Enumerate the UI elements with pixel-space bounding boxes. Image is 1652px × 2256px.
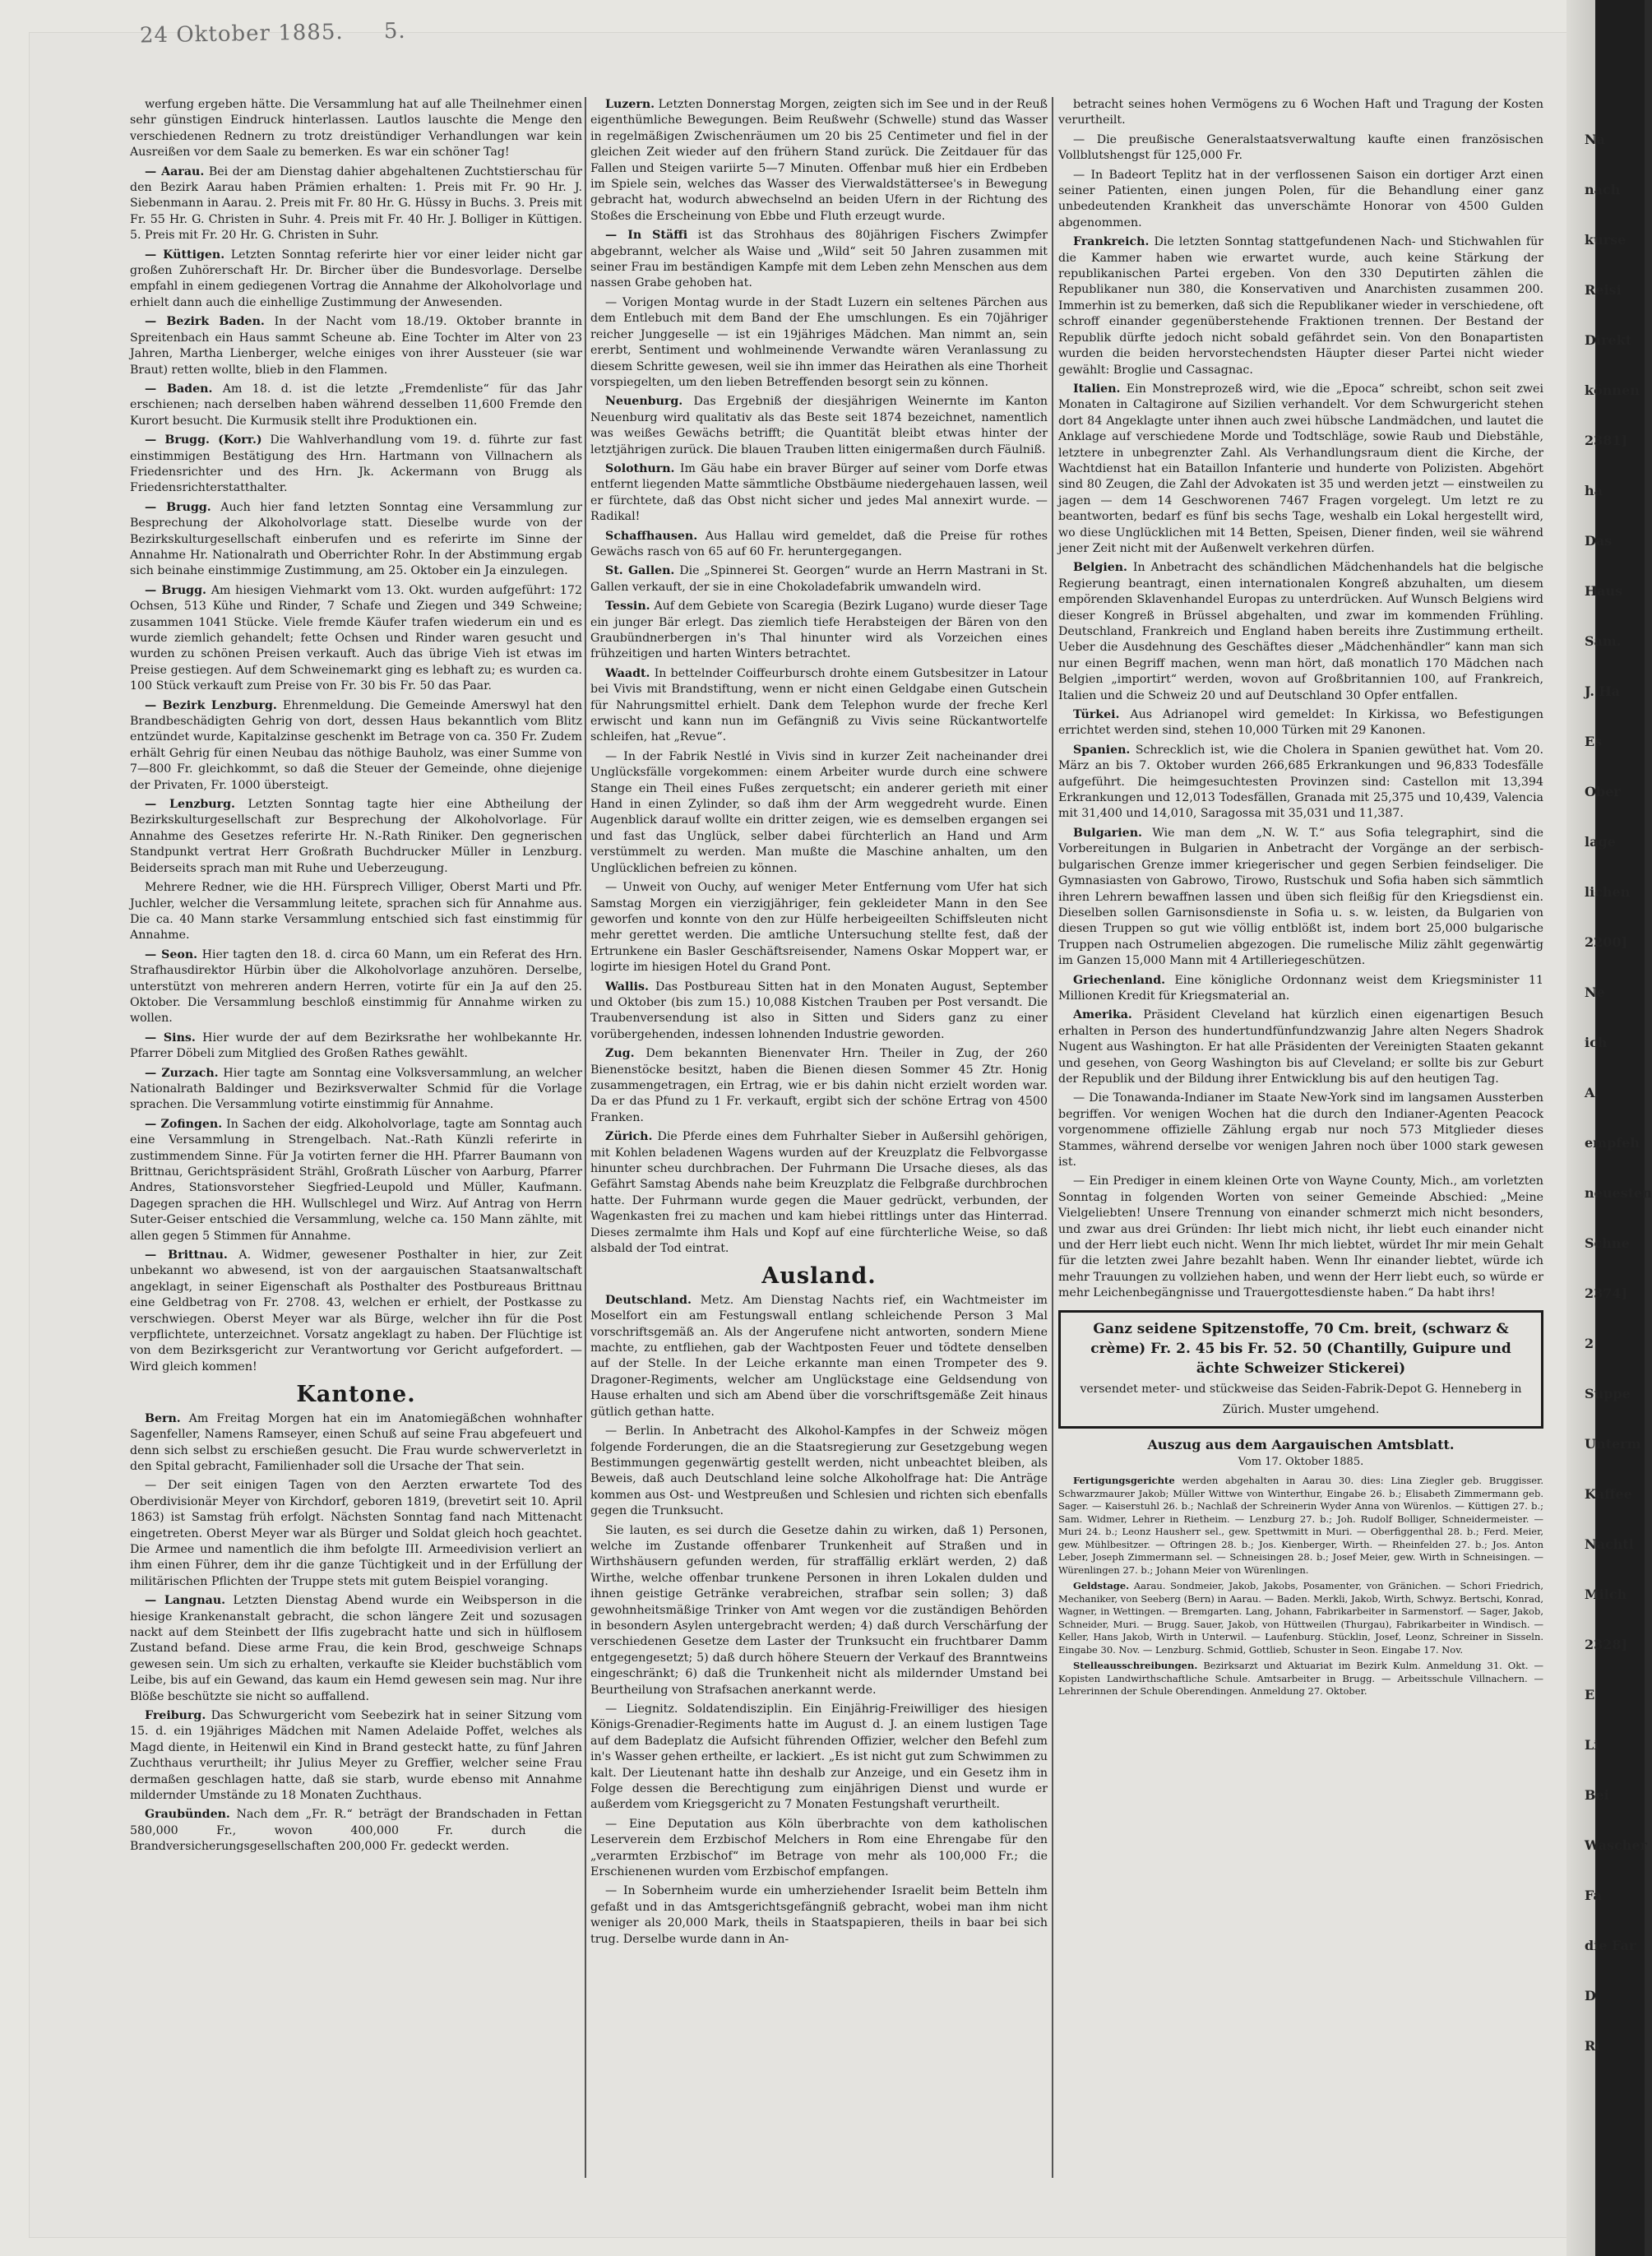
article-text: — Die Tonawanda-Indianer im Staate New-York sind im langsamen Aussterben begriffen. Vor wenigen Wochen hat die durch den Indianer-Agenten Peacock vorgenommene offizielle Zählung ergab nur noch 573 Mitglieder dieses Stammes, während derselbe vor wenigen Jahren noch über 1000 stark gewesen ist.	[1058, 1091, 1543, 1169]
article-text: In der Nacht vom 18./19. Oktober brannte in Spreitenbach ein Haus sammt Scheune ab. Eine Tochter im Alter von 23 Jahren, Martha Lienberger, welche einiges von ihrer Aussteuer (sie war Braut) retten wollte, blieb in den Flammen.	[130, 315, 582, 377]
article-paragraph	[590, 1523, 1048, 1698]
column-1	[130, 97, 582, 2170]
article-text: Letzten Donnerstag Morgen, zeigten sich im See und in der Reuß eigenthümliche Bewegungen. Beim Reußwehr (Schwelle) stund das Wasser in regelmäßigen Zwischenräumen um 20 bis 25 Centimeter und fiel in der gleichen Zeit wieder auf den frühern Stand zurück. Die Zeitdauer für das Fallen und Steigen variirte 5—7 Minuten. Offenbar muß hier ein Erdbeben im Spiele sein, welches das Wasser des Vierwaldstättersee's in Bewegung gebracht hat, wodurch abwechselnd an beiden Ufern in der Richtung des Stoßes die Erscheinung von Ebbe und Fluth erzeugt wurde.	[590, 98, 1048, 223]
fragment-text: Ober	[1585, 784, 1621, 799]
article-paragraph	[1058, 1580, 1543, 1656]
article-paragraph	[590, 1817, 1048, 1881]
fragment-text: E	[1585, 1687, 1595, 1702]
article-text: Am Freitag Morgen hat ein im Anatomiegäßchen wohnhafter Sagenfeller, Namens Ramseyer, einen Schuß auf seine Frau abgefeuert und denn sich selbst zu erschießen gesucht. Die Frau wurde schwerverletzt in den Spital gebracht, Familienhader soll die Ursache der That sein.	[130, 1411, 583, 1473]
fragment-text: ha	[1585, 483, 1603, 498]
article-text: — Unweit von Ouchy, auf weniger Meter Entfernung vom Ufer hat sich Samstag Morgen ein vierzigjähriger, fein gekleideter Mann in den See geworfen und konnte von den zur Hülfe herbeigeeilten Schiffsleuten nicht mehr gerettet werden. Die amtliche Untersuchung stellte fest, daß der Ertrunkene ein Basler Geschäftsreisender, Namens Oskar Moppert war, er logirte im hiesigen Hotel du Grand Pont.	[590, 881, 1048, 975]
article-dateline: Graubünden.	[145, 1808, 230, 1822]
article-paragraph	[590, 295, 1048, 391]
article-text: werfung ergeben hätte. Die Versammlung hat auf alle Theilnehmer einen sehr günstigen Eindruck hinterlassen. Lautlos lauschte die Menge den verschiedenen Rednern zu trotz dreistündiger Verhandlungen war kein Ausreißen vor dem Saale zu bemerken. Es war ein schöner Tag!	[130, 98, 582, 160]
article-text: Die Wahlverhandlung vom 19. d. führte zur fast einstimmigen Bestätigung des Hrn. Hartmann von Villnachern als Friedensrichter und des Hrn. Jk. Ackermann von Brugg als Friedensrichterstatthalter.	[130, 433, 582, 495]
article-dateline: Freiburg.	[145, 1709, 206, 1722]
article-text: — In der Fabrik Nestlé in Vivis sind in kurzer Zeit nacheinander drei Unglücksfälle vorgekommen: einem Arbeiter wurde durch eine schwere Stange ein Theil eines Fußes zerquetscht; ein anderer gerieth mit einer Hand in einen Zylinder, so daß ihm der Arm weggedreht wurde. Einen Augenblick darauf wollte ein dritter zeigen, wie es demselben ergangen sei und fast das Unglück, selber dabei fürchterlich an Hand und Arm verstümmelt zu werden. Man mußte die Maschine anhalten, um den Unglücklichen befreien zu können.	[590, 749, 1048, 875]
article-dateline: Amerika.	[1073, 1008, 1132, 1022]
article-text: Sie lauten, es sei durch die Gesetze dahin zu wirken, daß 1) Personen, welche im Zustande offenbarer Trunkenheit auf Straßen und in Wirthshäusern gefunden werden, für straffällig erklärt werden, 2) daß Wirthe, welche offenbar trunkene Personen in ihren Lokalen dulden und ihnen geistige Getränke verabreichen, strafbar sein sollen; 3) daß gewohnheitsmäßige Trinker von Amt wegen vor die zuständigen Behörden in besondern Asylen untergebracht werden; 4) daß durch Verschärfung der verschiedenen Gesetze dem Laster der Trunksucht ein fruchtbarer Damm entgegengesetzt; 5) daß durch höhere Steuern der Verkauf des Branntweins eingeschränkt; 6) daß die Trunkenheit nicht als mildernder Umstand bei Beurtheilung von Strafsachen anerkannt werde.	[590, 1523, 1048, 1697]
fragment-text: Milch	[1585, 1587, 1627, 1602]
article-paragraph	[590, 1424, 1048, 1519]
article-paragraph	[1058, 1008, 1543, 1087]
article-dateline: Bern.	[145, 1411, 181, 1425]
article-text: — In Badeort Teplitz hat in der verflossenen Saison ein dortiger Arzt einen seiner Patienten, einen jungen Polen, für die Behandlung einer ganz unbedeutenden Krankheit das unverschämte Honorar von 4500 Gulden abgenommen.	[1058, 168, 1543, 229]
fragment-text: D	[1585, 1988, 1596, 2004]
article-dateline: — Aarau.	[145, 164, 205, 178]
fragment-text: Das	[1585, 533, 1613, 549]
fragment-text: Schne	[1585, 1235, 1630, 1251]
fragment-text: Reisi	[1585, 282, 1622, 298]
article-dateline: Italien.	[1073, 382, 1121, 396]
article-dateline: Stelleausschreibungen.	[1073, 1660, 1198, 1672]
fragment-text: ich	[1585, 1035, 1608, 1050]
article-dateline: Frankreich.	[1073, 235, 1150, 249]
fragment-text: Ri	[1585, 2038, 1601, 2054]
fragment-text: kurse	[1585, 232, 1627, 248]
article-text: Hier tagten den 18. d. circa 60 Mann, um ein Referat des Hrn. Strafhausdirektor Hürbin über die Alkoholvorlage anzuhören. Derselbe, unterstützt von mehreren andern Herren, votirte für ein Ja auf den 25. Oktober. Die Versammlung beschloß einstimmig für Annahme wirken zu wollen.	[130, 947, 582, 1026]
article-text: Aus Hallau wird gemeldet, daß die Preise für rothes Gewächs rasch von 65 auf 60 Fr. heruntergegangen.	[590, 529, 1048, 558]
article-dateline: Solothurn.	[605, 461, 675, 475]
article-dateline: — Zofingen.	[145, 1117, 223, 1131]
article-text: A. Widmer, gewesener Posthalter in hier, zur Zeit unbekannt wo abwesend, ist von der aargauischen Staatsanwaltschaft angeklagt, in seiner Eigenschaft als Posthalter des Postbureaus Brittnau eine Geldbetrag von Fr. 2708. 43, welchen er erhielt, der Postkasse zu verschwiegen. Oberst Meyer war als Bürge, welcher ihn für die Post verpflichtete, unterzeichnet. Vorsatz angeklagt zu haben. Der Flüchtige ist von dem Bezirksgericht zur Verantwortung vor Gericht aufgefordert. — Wird gleich kommen!	[130, 1248, 582, 1374]
article-text: Letzten Dienstag Abend wurde ein Weibsperson in die hiesige Krankenanstalt gebracht, die schon längere Zeit und sozusagen nackt auf dem Steinbett der Ilfis zugebracht hatte und sich in hülflosem Zustand befand. Diese arme Frau, die kein Brod, geschweige Schnaps gewesen sein. Um sich zu erhalten, verkaufte sie Kleider buchstäblich vom Leibe, bis auf ein Gewand, das kaum ein Hemd gewesen sein mag. Nur ihre Blöße beschützte sie nicht so auffallend.	[130, 1594, 583, 1703]
article-text: Am 18. d. ist die letzte „Fremdenliste“ für das Jahr erschienen; nach derselben haben während desselben 11,600 Fremde den Kurort besucht. Die Kurmusik stellt ihre Produktionen ein.	[130, 382, 583, 428]
article-paragraph	[130, 1066, 582, 1114]
fragment-text: 2381]	[1585, 433, 1628, 448]
article-paragraph	[590, 1293, 1048, 1420]
article-paragraph	[130, 583, 582, 695]
article-dateline: Tessin.	[605, 600, 650, 614]
article-dateline: — Langnau.	[145, 1594, 226, 1608]
article-text: Die Pferde eines dem Fuhrhalter Sieber in Außersihl gehörigen, mit Kohlen beladenen Wagens wurden auf der Kreuzplatz die Felbvorgasse hinunter scheu durchbrachen. Der Fuhrmann Die Ursache dieses, als das Gefährt Samstag Abends nahe beim Kreuzplatz die Felbgraße durchbrochen hatte. Der Fuhrmann wurde gegen die Mauer gedrückt, verbunden, der Wagenkasten frei zu machen und kam hiebei rittlings unter das Hinterrad. Dieses zermalmte ihm Hals und Kopf auf eine fürchterliche Weise, so daß alsbald der Tod eintrat.	[590, 1130, 1048, 1256]
article-text: — In Sobernheim wurde ein umherziehender Israelit beim Betteln ihm gefaßt und in das Amtsgerichtsgefängniß gebracht, wobei man ihm nicht weniger als 20,000 Mark, theils in Staatspapieren, theils in baar bei sich trug. Derselbe wurde dann in An-	[590, 1884, 1048, 1946]
article-paragraph	[590, 461, 1048, 526]
article-text: Metz. Am Dienstag Nachts rief, ein Wachtmeister im Moselfort ein am Festungswall entlang schleichende Person 3 Mal vorschriftsgemäß an. Als der Angerufene nicht antworten, sondern Miene machte, zu entfliehen, gab der Wachtposten Feuer und tödtete denselben auf der Stelle. In der Leiche erkannte man einen Trompeter des 9. Dragoner-Regiments, welcher am Unglückstage eine Geldsendung von Hause erhalten und sich am Abend über die vorschriftsgemäße Zeit hinaus gütlich gethan hatte.	[590, 1293, 1048, 1419]
article-dateline: Fertigungsgerichte	[1073, 1475, 1175, 1487]
column-rule	[585, 97, 586, 2178]
fragment-text: Kaffee	[1585, 1486, 1632, 1502]
fragment-text: A.	[1585, 1085, 1599, 1100]
article-dateline: — Brugg.	[145, 500, 211, 514]
article-paragraph	[1058, 743, 1543, 822]
article-paragraph	[130, 880, 582, 944]
article-paragraph	[130, 1117, 582, 1244]
article-text: Mehrere Redner, wie die HH. Fürsprech Villiger, Oberst Marti und Pfr. Juchler, welcher die Versammlung leitete, sprachen sich für Annahme aus. Die ca. 40 Mann starke Versammlung entschied sich fast einstimmig für Annahme.	[130, 881, 582, 943]
fragment-text: Direkt	[1585, 332, 1632, 348]
amtsblatt-title: Auszug aus dem Aargauischen Amtsblatt.	[1147, 1436, 1455, 1452]
article-text: Bezirksarzt und Aktuariat im Bezirk Kulm. Anmeldung 31. Okt. — Kopisten Landwirthschaftliche Schule. Amtsarbeiter in Brugg. — Arbeitsschule Villnachern. — Lehrerinnen der Schule Oberendingen. Anmeldung 27. Oktober.	[1058, 1660, 1543, 1698]
article-dateline: Griechenland.	[1073, 973, 1166, 987]
fragment-text: 2328]	[1585, 1637, 1628, 1652]
fragment-text: 2374]	[1585, 1286, 1628, 1301]
article-dateline: — Brittnau.	[145, 1248, 228, 1262]
article-text: — Die preußische Generalstaatsverwaltung kaufte einen französischen Vollblutshengst für 125,000 Fr.	[1058, 132, 1543, 163]
fragment-text: lage	[1585, 834, 1616, 850]
fragment-text: 2200]	[1585, 934, 1628, 950]
article-paragraph	[130, 1411, 582, 1475]
article-paragraph	[130, 500, 582, 580]
article-paragraph	[590, 394, 1048, 458]
article-text: Dem bekannten Bienenvater Hrn. Theiler in Zug, der 260 Bienenstöcke besitzt, haben die Bienen diesen Sommer 45 Ztr. Honig zusammengetragen, ein Ertrag, wie er bis dahin nicht erzielt worden war. Da er das Pfund zu 1 Fr. verkauft, ergibt sich der schöne Ertrag von 4500 Franken.	[590, 1047, 1048, 1124]
article-dateline: — Lenzburg.	[145, 798, 235, 812]
fragment-text: Wascher	[1585, 1837, 1647, 1853]
fragment-text: lichen	[1585, 884, 1631, 900]
article-paragraph	[590, 880, 1048, 975]
article-paragraph	[130, 382, 582, 429]
article-dateline: Belgien.	[1073, 561, 1127, 575]
amtsblatt-date: Vom 17. Oktober 1885.	[1238, 1456, 1364, 1469]
article-paragraph	[130, 698, 582, 794]
article-dateline: Geldstage.	[1073, 1580, 1130, 1592]
article-paragraph	[130, 1708, 582, 1804]
article-text: Die „Spinnerei St. Georgen“ wurde an Herrn Mastrani in St. Gallen verkauft, der sie in eine Chokoladefabrik umwandeln wird.	[590, 564, 1048, 594]
article-dateline: Waadt.	[605, 666, 650, 680]
article-paragraph	[130, 947, 582, 1027]
article-dateline: Schaffhausen.	[605, 529, 698, 543]
fragment-text: Fa	[1585, 1888, 1602, 1903]
article-paragraph	[590, 749, 1048, 877]
article-paragraph	[130, 797, 582, 877]
fragment-text: empfeh	[1585, 1135, 1640, 1151]
article-dateline: Wallis.	[605, 980, 649, 994]
article-paragraph	[130, 1031, 582, 1063]
article-dateline: — Bezirk Lenzburg.	[145, 698, 277, 712]
article-paragraph	[1058, 560, 1543, 704]
fragment-text: Es	[1585, 734, 1603, 749]
article-text: Schrecklich ist, wie die Cholera in Spanien gewüthet hat. Vom 20. März an bis 7. Oktober wurden 266,685 Erkrankungen und 96,833 Todesfälle aufgeführt. Die heimgesuchtesten Provinzen sind: Castellon mit 13,394 Erkrankungen und 12,013 Todesfällen, Granada mit 25,375 und 10,439, Valencia mit 31,400 und 14,010, Saragossa mit 35,031 und 11,387.	[1058, 743, 1543, 821]
article-text: Das Ergebniß der diesjährigen Weinernte im Kanton Neuenburg wird qualitativ als das Beste seit 1874 bezeichnet, namentlich was weißes Gewächs betrifft; die Quantität bleibt etwas hinter der letztjährigen zurück. Die blauen Trauben litten einigermaßen durch Fäulniß.	[590, 395, 1048, 456]
article-paragraph	[590, 666, 1048, 746]
fragment-text: Bei	[1585, 1787, 1609, 1803]
article-paragraph	[1058, 973, 1543, 1005]
article-paragraph	[1058, 1091, 1543, 1170]
article-paragraph	[1058, 707, 1543, 739]
article-text: Hier wurde der auf dem Bezirksrathe her wohlbekannte Hr. Pfarrer Döbeli zum Mitglied des Großen Rathes gewählt.	[130, 1031, 582, 1061]
advertisement-box	[1058, 1310, 1543, 1429]
article-paragraph	[1058, 97, 1543, 129]
article-text: In Anbetracht des schändlichen Mädchenhandels hat die belgische Regierung beantragt, einen internationalen Kongreß abzuhalten, um diesem empörenden Sklavenhandel Europas zu unterdrücken. Auf Wunsch Belgiens wird dieser Kongreß in Brüssel abgehalten, und zwar im kommenden Frühling. Deutschland, Frankreich und England haben bereits ihre Zustimmung ertheilt. Ueber die Ausdehnung des Geschäftes dieser „Mädchenhändler“ kann man sich nur einen Begriff machen, wenn man hört, daß monatlich 170 Mädchen nach Belgien „importirt“ werden, wovon auf Großbritannien 100, auf Frankreich, Italien und die Schweiz 20 und auf Deutschland 30 Opfer entfallen.	[1058, 561, 1544, 702]
article-paragraph	[1058, 382, 1543, 557]
fragment-text: Li	[1585, 1737, 1599, 1753]
article-paragraph	[130, 1478, 582, 1590]
fragment-text: Na	[1585, 132, 1605, 147]
fragment-text: Ne	[1585, 984, 1605, 1000]
ad-headline: Ganz seidene Spitzenstoffe, 70 Cm. breit, (schwarz & crème) Fr. 2. 45 bis Fr. 52. 50 (Chantilly, Guipure und ächte Schweizer Stickerei)	[1090, 1320, 1511, 1377]
fragment-text: Suppe	[1585, 1386, 1631, 1401]
article-text: — Liegnitz. Soldatendisziplin. Ein Einjährig-Freiwilliger des hiesigen Königs-Grenadier-Regiments hatte im August d. J. an einem lustigen Tage auf dem Badeplatz die Aufsicht führenden Offizier, welcher den Befehl zum in's Wasser gehen ertheilte, er lackiert. „Es ist nicht gut zum Schwimmen zu kalt. Der Lieutenant hatte ihn deshalb zur Anzeige, und ein Gesetz ihm in Folge dessen die Berechtigung zum einjährigen Dienst und wurde er außerdem vom Kriegsgericht zu 7 Monaten Festungshaft verurtheilt.	[590, 1702, 1048, 1812]
article-paragraph	[1058, 1174, 1543, 1301]
article-paragraph	[130, 248, 582, 312]
article-dateline: — Brugg.	[145, 583, 206, 597]
article-paragraph	[590, 563, 1048, 595]
article-paragraph	[130, 1593, 582, 1705]
article-text: Das Schwurgericht vom Seebezirk hat in seiner Sitzung vom 15. d. ein 19jähriges Mädchen mit Namen Adelaide Poffet, welches als Magd diente, in Heitenwil ein Kind in Brand gesteckt hatte, zu fünf Jahren Zuchthaus verurtheilt; ihr Julius Meyer zu Greffier, welcher seine Frau dermaßen geschlagen hatte, daß sie starb, wurde ebenso mit Annahme mildernder Umstände zu 18 Monaten Zuchthaus.	[130, 1709, 582, 1803]
article-text: ist das Strohhaus des 80jährigen Fischers Zwimpfer abgebrannt, welcher als Waise und „Wild“ seit 50 Jahren zusammen mit seiner Frau im beständigen Kampfe mit dem Leben zehn Menschen aus dem nassen Grabe gehoben hat.	[590, 229, 1048, 290]
article-text: Wie man dem „N. W. T.“ aus Sofia telegraphirt, sind die Vorbereitungen in Bulgarien in Anbetracht der Vorgänge an der serbisch-bulgarischen Grenze immer kriegerischer und gegen Serbien feindseliger. Die Gymnasiasten von Gabrowo, Tirowo, Rustschuk und Sofia haben sich sämmtlich ihren Lehrern bewaffnen lassen und üben sich fleißig für den Kriegsdienst ein. Dieselben sollen Garnisonsdienste in Sofia u. s. w. leisten, da Bulgarien von diesen Truppen so gut wie völlig entblößt ist, indem bort 25,000 bulgarische Truppen nach Ostrumelien abgezogen. Die rumelische Miliz zählt gegenwärtig im Ganzen 15,000 Mann mit 4 Artilleriegeschützen.	[1058, 826, 1543, 968]
article-paragraph	[590, 97, 1048, 225]
article-paragraph	[1058, 1660, 1543, 1698]
article-text: Bei der am Dienstag dahier abgehaltenen Zuchtstierschau für den Bezirk Aarau haben Prämien erhalten: 1. Preis mit Fr. 90 Hr. J. Siebenmann in Aarau. 2. Preis mit Fr. 80 Hr. G. Hüssy in Buchs. 3. Preis mit Fr. 55 Hr. G. Christen in Suhr. 4. Preis mit Fr. 40 Hr. J. Bolliger in Küttigen. 5. Preis mit Fr. 20 Hr. G. Christen in Suhr.	[130, 164, 582, 243]
fragment-text: 2	[1585, 1336, 1594, 1351]
fragment-text: die Far	[1585, 1938, 1636, 1953]
article-paragraph	[1058, 826, 1543, 970]
article-dateline: — Brugg. (Korr.)	[145, 433, 262, 447]
fragment-text: Nachtl	[1585, 1536, 1634, 1552]
section-heading: Kantone.	[296, 1382, 416, 1408]
article-text: — Eine Deputation aus Köln überbrachte von dem katholischen Leserverein dem Erzbischof Melchers in Rom eine Ehrengabe für den „verarmten Erzbischof“ im Betrage von mehr als 100,000 Fr.; die Erschienenen wurden vom Erzbischof empfangen.	[590, 1817, 1048, 1879]
ad-text: versendet meter- und stückweise das Seiden-Fabrik-Depot G. Henneberg in Zürich. Muster umgehend.	[1080, 1382, 1522, 1416]
article-text: — Berlin. In Anbetracht des Alkohol-Kampfes in der Schweiz mögen folgende Forderungen, die an die Staatsregierung zur Gesetzgebung wegen Bestimmungen gegenwärtig gestellt werden, nicht unbeachtet bleiben, als Beweis, daß auch Deutschland leine solche Alkoholfrage hat: Die Anträge kommen aus Ost- und Westpreußen und Schlesien und richten sich ebenfalls gegen die Trunksucht.	[590, 1424, 1048, 1518]
article-paragraph	[130, 97, 582, 161]
article-paragraph	[1058, 168, 1543, 232]
fragment-text: Haus	[1585, 583, 1623, 599]
article-dateline: — Küttigen.	[145, 248, 225, 262]
article-text: Das Postbureau Sitten hat in den Monaten August, September und Oktober (bis zum 15.) 10,088 Kistchen Trauben per Post versandt. Die Traubenversendung ist also in Sitten und Siders ganz zu einer vorübergehenden, indessen lohnenden Industrie geworden.	[590, 980, 1048, 1041]
article-text: Ein Monstreprozeß wird, wie die „Epoca“ schreibt, schon seit zwei Monaten in Caltagirone auf Sizilien verhandelt. Vor dem Schwurgericht stehen dort 84 Angeklagte unter ihnen auch zwei hübsche Landmädchen, und lautet die Anklage auf verschiedene Morde und Todtschläge, sowie Raub und Diebstähle, letztere in unbegrenzter Zahl. Als Verhandlungsraum dient die Kirche, der Wachtdienst hat ein Bataillon Infanterie und hunderte von Polizisten. Abgehört sind 80 Zeugen, die Zahl der Advokaten ist 35 und werden jetzt — einstweilen zu jagen — dem 14 Geschworenen 7467 Fragen vorgelegt. Um letzt re zu beantworten, bedarf es fünf bis sechs Tage, weshalb ein Lokal hergestellt wird, wo diese Unglücklichen mit 14 Betten, Speisen, Diener finden, weil sie während jener Zeit nicht mit der Außenwelt verkehren dürfen.	[1058, 382, 1543, 555]
article-dateline: — Zurzach.	[145, 1066, 219, 1080]
article-paragraph	[590, 980, 1048, 1044]
column-rule	[1052, 97, 1053, 2178]
next-page-fragments	[1583, 132, 1652, 2105]
fragment-text: Unterm	[1585, 1436, 1641, 1452]
article-paragraph	[590, 1129, 1048, 1257]
article-paragraph	[1058, 132, 1543, 164]
article-paragraph	[1058, 234, 1543, 378]
article-paragraph	[590, 1046, 1048, 1126]
article-paragraph	[590, 1883, 1048, 1948]
article-text: werden abgehalten in Aarau 30. dies: Lina Ziegler geb. Bruggisser. Schwarzmaurer Jakob; Müller Wittwe von Winterthur, Eingabe 26. b.; Elisabeth Zimmermann geb. Sager. — Kaiserstuhl 26. b.; Nachlaß der Schreinerin Wyder Anna von Würenlos. — Küttigen 27. b.; Sam. Widmer, Lehrer in Rietheim. — Lenzburg 27. b.; Joh. Rudolf Bolliger, Schneidermeister. — Muri 24. b.; Leonz Hausherr sel., gew. Spettwmitt in Muri. — Oberfiggenthal 28. b.; Ferd. Meier, gew. Mühlbesitzer. — Oftringen 28. b.; Jos. Kienberger, Wirth. — Rheinfelden 27. b.; Jos. Anton Leber, Joseph Zimmermann sel. — Schneisingen 28. b.; Josef Meier, gew. Wirth in Schneisingen. — Würenlingen 27. b.; Johann Meier von Würenlingen.	[1058, 1475, 1543, 1576]
article-paragraph	[590, 228, 1048, 292]
article-text: Letzten Sonntag tagte hier eine Abtheilung der Bezirkskulturgesellschaft zur Besprechung der Alkoholvorlage. Für Annahme des Gesetzes referirte Hr. N.-Rath Riniker. Den gegnerischen Standpunkt vertrat Herr Großrath Buchdrucker Müller in Lenzburg. Beiderseits sprach man mit Ruhe und Ueberzeugung.	[130, 798, 582, 875]
article-text: Eine königliche Ordonnanz weist dem Kriegsminister 11 Millionen Kredit für Kriegsmaterial an.	[1058, 973, 1543, 1003]
article-text: Auf dem Gebiete von Scaregia (Bezirk Lugano) wurde dieser Tage ein junger Bär erlegt. Das ziemlich tiefe Herabsteigen der Bären von den Graubündnerbergen in's Thal hinunter wird als Vorzeichen eines frühzeitigen und harten Winters betrachtet.	[590, 600, 1048, 661]
fragment-text: nach	[1585, 182, 1621, 197]
article-paragraph	[130, 1807, 582, 1855]
article-dateline: Neuenburg.	[605, 395, 683, 409]
header-page-number: 5.	[383, 18, 406, 44]
article-paragraph	[590, 529, 1048, 561]
article-text: — Ein Prediger in einem kleinen Orte von Wayne County, Mich., am vorletzten Sonntag in folgenden Worten von seiner Gemeinde Abschied: „Meine Vielgeliebten! Unsere Trennung von einander schmerzt mich nicht besonders, und zwar aus drei Gründen: Ihr liebt mich nicht, ihr liebt euch einander nicht und der Herr liebt euch nicht. Wenn Ihr mich liebtet, würdet Ihr mir mein Gehalt für die letzten zwei Jahre bezahlt haben. Wenn Ihr einander liebtet, würde ich mehr Trauungen zu vollziehen haben, und wenn der Herr liebt euch, so würde er mehr Leichenbegängnisse und Trauergottesdienste haben.“ Da habt ihrs!	[1058, 1174, 1543, 1300]
article-dateline: Zug.	[605, 1047, 635, 1061]
fragment-text: J. Ha	[1585, 683, 1620, 699]
article-dateline: Luzern.	[605, 98, 655, 111]
article-text: Die letzten Sonntag stattgefundenen Nach- und Stichwahlen für die Kammer haben wie erwartet wurde, auch keine Stärkung der republikanischen Partei ergeben. Von den 330 Deputirten zählen die Republikaner nun 380, die Konservativen und Anarchisten zusammen 200. Immerhin ist zu bemerken, daß sich die Republikaner wieder in verschiedene, oft schroff einander gegenüberstehende Fraktionen trennen. Der Bestand der Republik dürfte jedoch nicht sobald gefährdet sein. Von den Bonapartisten wurden die beiden hervorstechendsten Häupter dieser Partei nicht wieder gewählt: Broglie und Cassagnac.	[1058, 235, 1544, 377]
article-dateline: — Bezirk Baden.	[145, 315, 265, 329]
article-dateline: — Baden.	[145, 382, 213, 396]
article-text: Aus Adrianopel wird gemeldet: In Kirkissa, wo Befestigungen errichtet werden sind, stehen 10,000 Türken mit 29 Kanonen.	[1058, 708, 1544, 738]
article-text: In bettelnder Coiffeurbursch drohte einem Gutsbesitzer in Latour bei Vivis mit Brandstiftung, wenn er nicht einen Geldgabe einen Gutschein für Nahrungsmittel erhielt. Dank dem Telephon wurde der freche Kerl erwischt und kann nun im Gefängniß zu Vivis seine Rückantwortelfe schleifen, hat „Revue“.	[590, 666, 1048, 744]
section-heading: Ausland.	[761, 1263, 877, 1290]
article-dateline: Zürich.	[605, 1130, 653, 1144]
header-date: 24 Oktober 1885.	[139, 20, 344, 49]
article-paragraph	[130, 433, 582, 497]
article-paragraph	[130, 164, 582, 244]
article-paragraph	[590, 599, 1048, 663]
article-text: Aarau. Sondmeier, Jakob, Jakobs, Posamenter, von Gränichen. — Schori Friedrich, Mechaniker, von Seeberg (Bern) in Aarau. — Baden. Merkli, Jakob, Wirth, Schwyz. Bertschi, Konrad, Wagner, in Wettingen. — Bremgarten. Lang, Johann, Fabrikarbeiter in Sarmenstorf. — Sager, Jakob, Schneider, Muri. — Brugg. Sauer, Jakob, von Hüttweilen (Thurgau), Fabrikarbeiter in Windisch. — Keller, Hans Jakob, Wirth in Unterwil. — Laufenburg. Stücklin, Josef, Leonz, Schreiner in Sisseln. Eingabe 30. Nov. — Lenzburg. Schmid, Gottlieb, Schuster in Seon. Eingabe 17. Nov.	[1058, 1580, 1543, 1656]
article-text: Am hiesigen Viehmarkt vom 13. Okt. wurden aufgeführt: 172 Ochsen, 513 Kühe und Rinder, 7 Schafe und Ziegen und 349 Schweine; zusammen 1041 Stücke. Viele fremde Käufer trafen wiederum ein und es wurde ziemlich gehandelt; fette Ochsen und Rinder waren gesucht und wurden zu schönen Preisen verkauft. Auch das übrige Vieh ist etwas im Preise gestiegen. Auf dem Schweinemarkt ging es lebhaft zu; es wurden ca. 100 Stück verkauft zum Preise von Fr. 30 bis Fr. 50 das Paar.	[130, 583, 582, 693]
article-paragraph	[130, 1248, 582, 1375]
article-text: In Sachen der eidg. Alkoholvorlage, tagte am Sonntag auch eine Versammlung in Strengelbach. Nat.-Rath Künzli referirte in zustimmendem Sinne. Für Ja votirten ferner die HH. Pfarrer Baumann von Brittnau, Gerichtspräsident Strähl, Großrath Lüscher von Aarburg, Pfarrer Andres, Stationsvorsteher Siegfried-Leupold und Müller, Kaufmann. Dagegen sprachen die HH. Wullschlegel und Wirz. Auf Antrag von Herrn Suter-Geiser entschied die Versammlung, welche ca. 150 Mann zählte, mit allen gegen 5 Stimmen für Annahme.	[130, 1117, 582, 1243]
article-paragraph	[1058, 1475, 1543, 1577]
article-dateline: — In Stäffi	[605, 229, 688, 243]
fragment-text: Sam.	[1585, 633, 1622, 649]
article-dateline: Türkei.	[1073, 708, 1120, 722]
fragment-text: können	[1585, 382, 1640, 398]
article-text: Ehrenmeldung. Die Gemeinde Amerswyl hat den Brandbeschädigten Gehrig von dort, dessen Haus bekanntlich vom Blitz entzündet wurde, Kapitalzinse geschenkt im Betrage von ca. 350 Fr. Zudem erhält Gehrig für einen Neubau das nöthige Bauholz, was einer Summe von 7—800 Fr. gleichkommt, so daß die Steuer der Gemeinde, ohne diejenige der Privaten, Fr. 1000 übersteigt.	[130, 698, 582, 792]
article-text: Auch hier fand letzten Sonntag eine Versammlung zur Besprechung der Alkoholvorlage statt. Dieselbe wurde von der Bezirkskulturgesellschaft einberufen und es referirte im Sinne der Annahme Hr. Nationalrath und Oberrichter Rohr. In der Abstimmung ergab sich beinahe einstimmige Zustimmung, am 25. Oktober ein Ja einzulegen.	[130, 500, 582, 578]
article-text: — Der seit einigen Tagen von den Aerzten erwartete Tod des Oberdivisionär Meyer von Kirchdorf, geboren 1819, (brevetirt seit 10. April 1863) ist Samstag früh erfolgt. Nächsten Sonntag fand nach Mittenacht eingetreten. Oberst Meyer war als Bürger und Soldat gleich hoch geachtet. Die Armee und namentlich die ihm befolgte III. Armeedivision verliert an ihm einen Führer, dem ihr die ganze Tüchtigkeit und in der Erfüllung der militärischen Pflichten der Truppe stets mit gutem Beispiel voranging.	[130, 1479, 582, 1588]
article-paragraph	[130, 314, 582, 378]
article-dateline: — Seon.	[145, 947, 198, 961]
article-dateline: Bulgarien.	[1073, 826, 1142, 840]
fragment-text: neuesten	[1585, 1185, 1652, 1201]
column-3	[1058, 97, 1543, 2170]
article-text: Nach dem „Fr. R.“ beträgt der Brandschaden in Fettan 580,000 Fr., wovon 400,000 Fr. durch die Brandversicherungsgesellschaften 200,000 Fr. gedeckt werden.	[130, 1808, 582, 1854]
article-text: — Vorigen Montag wurde in der Stadt Luzern ein seltenes Pärchen aus dem Entlebuch mit dem Band der Ehe umschlungen. Es ein 70jähriger reicher Junggeselle — ist ein 19jähriges Mädchen. Man nimmt an, sein ererbt, Sentiment und wohlmeinende Verwandte wären Veranlassung zu diesem Schritte gewesen, weil sie ihn immer das Heirathen als eine Thorheit vorspiegelten, um den lieben Betreffenden besorgt sein zu können.	[590, 295, 1048, 389]
article-dateline: Deutschland.	[605, 1293, 692, 1307]
column-2	[590, 97, 1048, 2170]
article-text: Im Gäu habe ein braver Bürger auf seiner vom Dorfe etwas entfernt liegenden Matte sämmtliche Obstbäume niedergehauen lassen, weil er fürchtete, daß das Obst nicht sicher und jedes Mal annexirt wurde. — Radikal!	[590, 461, 1048, 524]
article-text: Präsident Cleveland hat kürzlich einen eigenartigen Besuch erhalten in Person des hundertundfünfundzwanzig Jahre alten Negers Shadrok Nugent aus Washington. Er hat alle Präsidenten der Vereinigten Staaten gekannt und gesehen, von Georg Washington bis auf Cleveland; er sollte bis zur Geburt der Republik und der Bildung ihrer Entwicklung bis auf den heutigen Tag.	[1058, 1008, 1543, 1086]
article-text: Letzten Sonntag referirte hier vor einer leider nicht gar großen Zuhörerschaft Hr. Dr. Bircher über die Bundesvorlage. Derselbe empfahl in einem gediegenen Vortrag die Annahme der Alkoholvorlage und erhielt dann auch die einhellige Zustimmung der Anwesenden.	[130, 248, 582, 309]
article-text: Hier tagte am Sonntag eine Volksversammlung, an welcher Nationalrath Baldinger und Bezirksverwalter Schmid für die Vorlage sprachen. Die Versammlung votirte einstimmig für Annahme.	[130, 1066, 582, 1112]
article-dateline: St. Gallen.	[605, 564, 675, 578]
article-paragraph	[590, 1702, 1048, 1814]
article-text: betracht seines hohen Vermögens zu 6 Wochen Haft und Tragung der Kosten verurtheilt.	[1058, 98, 1543, 127]
article-dateline: Spanien.	[1073, 743, 1131, 757]
article-dateline: — Sins.	[145, 1031, 196, 1045]
